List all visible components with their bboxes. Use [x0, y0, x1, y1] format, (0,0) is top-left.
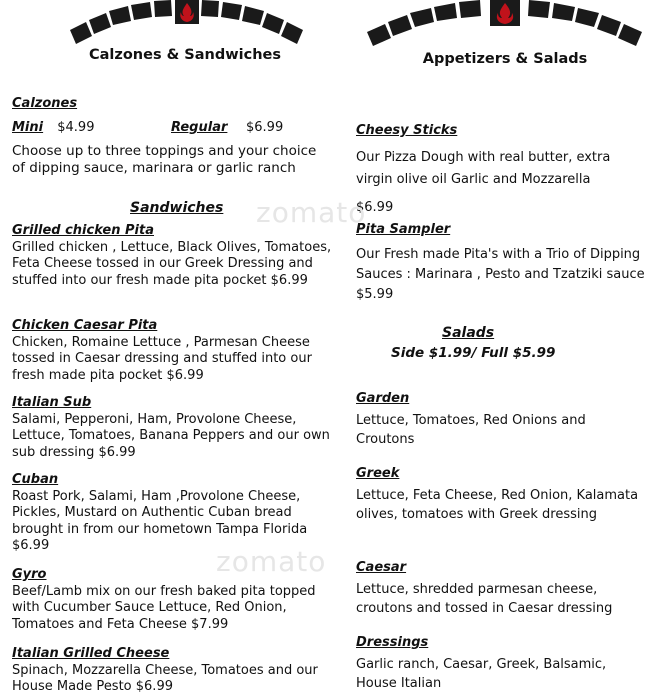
section-title-calzones-sandwiches: Calzones & Sandwiches [88, 47, 281, 63]
item-description: Lettuce, Feta Cheese, Red Onion, Kalamata olives, tomatoes with Greek dressing [356, 487, 639, 522]
menu-item [356, 222, 646, 305]
sandwiches-heading: Sandwiches [130, 200, 224, 216]
item-name: Greek [356, 466, 400, 481]
item-description: Garlic ranch, Caesar, Greek, Balsamic, House Italian [356, 656, 607, 691]
watermark: zomato [256, 196, 367, 229]
item-description: Spinach, Mozzarella Cheese, Tomatoes and our House Made Pesto $6.99 [12, 662, 318, 694]
item-description: Our Pizza Dough with real butter, extra virgin olive oil Garlic and Mozzarella [356, 150, 611, 187]
item-name: Gyro [12, 567, 47, 582]
item-name: Caesar [356, 560, 407, 575]
item-description: Lettuce, Tomatoes, Red Onions and Croutons [356, 412, 586, 447]
calzones-heading: Calzones [12, 96, 78, 111]
section-title-appetizers-salads: Appetizers & Salads [422, 51, 588, 67]
item-name: Cuban [12, 472, 59, 487]
item-description: Chicken, Romaine Lettuce , Parmesan Cheese tossed in Caesar dressing and stuffed into our fresh made pita pocket $6.99 [12, 334, 312, 383]
salad-item [356, 560, 646, 618]
item-name: Italian Sub [12, 395, 92, 410]
menu-item [12, 646, 330, 696]
regular-price: $6.99 [246, 120, 284, 135]
item-name: Cheesy Sticks [356, 123, 458, 138]
item-name: Pita Sampler [356, 222, 451, 237]
menu-item [356, 123, 646, 219]
salads-price: Side $1.99/ Full $5.99 [391, 345, 556, 361]
arch-decoration-left [68, 0, 306, 46]
menu-item [12, 223, 332, 289]
item-description: Lettuce, shredded parmesan cheese, croutons and tossed in Caesar dressing [356, 581, 613, 616]
regular-label: Regular [171, 120, 228, 135]
salad-item [356, 391, 646, 449]
item-description: Grilled chicken , Lettuce, Black Olives, Tomatoes, Feta Cheese tossed in our Greek Dressing and stuffed into our fresh made pita pocket $6.99 [12, 239, 332, 288]
item-description: Our Fresh made Pita's with a Trio of Dipping Sauces : Marinara , Pesto and Tzatziki sauce $5.99 [356, 246, 645, 302]
calzone-description: Choose up to three toppings and your choice of dipping sauce, marinara or garlic ranch [12, 143, 317, 176]
menu-item [12, 472, 336, 555]
mini-price: $4.99 [57, 120, 95, 135]
item-name: Italian Grilled Cheese [12, 646, 170, 661]
salad-item [356, 466, 646, 524]
salad-item [356, 635, 646, 693]
menu-item [12, 395, 334, 461]
item-name: Garden [356, 391, 410, 406]
item-description: Salami, Pepperoni, Ham, Provolone Cheese, Lettuce, Tomatoes, Banana Peppers and our own sub dressing $6.99 [12, 411, 330, 460]
salads-heading: Salads [442, 325, 495, 341]
item-name: Chicken Caesar Pita [12, 318, 158, 333]
arch-decoration-right [365, 0, 645, 46]
item-price: $6.99 [356, 200, 394, 215]
item-description: Beef/Lamb mix on our fresh baked pita topped with Cucumber Sauce Lettuce, Red Onion, Tomatoes and Feta Cheese $7.99 [12, 583, 316, 632]
calzones-heading-block [12, 96, 77, 113]
item-name: Grilled chicken Pita [12, 223, 154, 238]
item-name: Dressings [356, 635, 429, 650]
calzone-sizes-row [12, 120, 284, 135]
watermark: zomato [216, 545, 327, 578]
mini-label: Mini [12, 120, 44, 135]
item-description: Roast Pork, Salami, Ham ,Provolone Cheese, Pickles, Mustard on Authentic Cuban bread brought in from our hometown Tampa Florida $6.99 [12, 488, 308, 553]
menu-item [12, 318, 334, 384]
